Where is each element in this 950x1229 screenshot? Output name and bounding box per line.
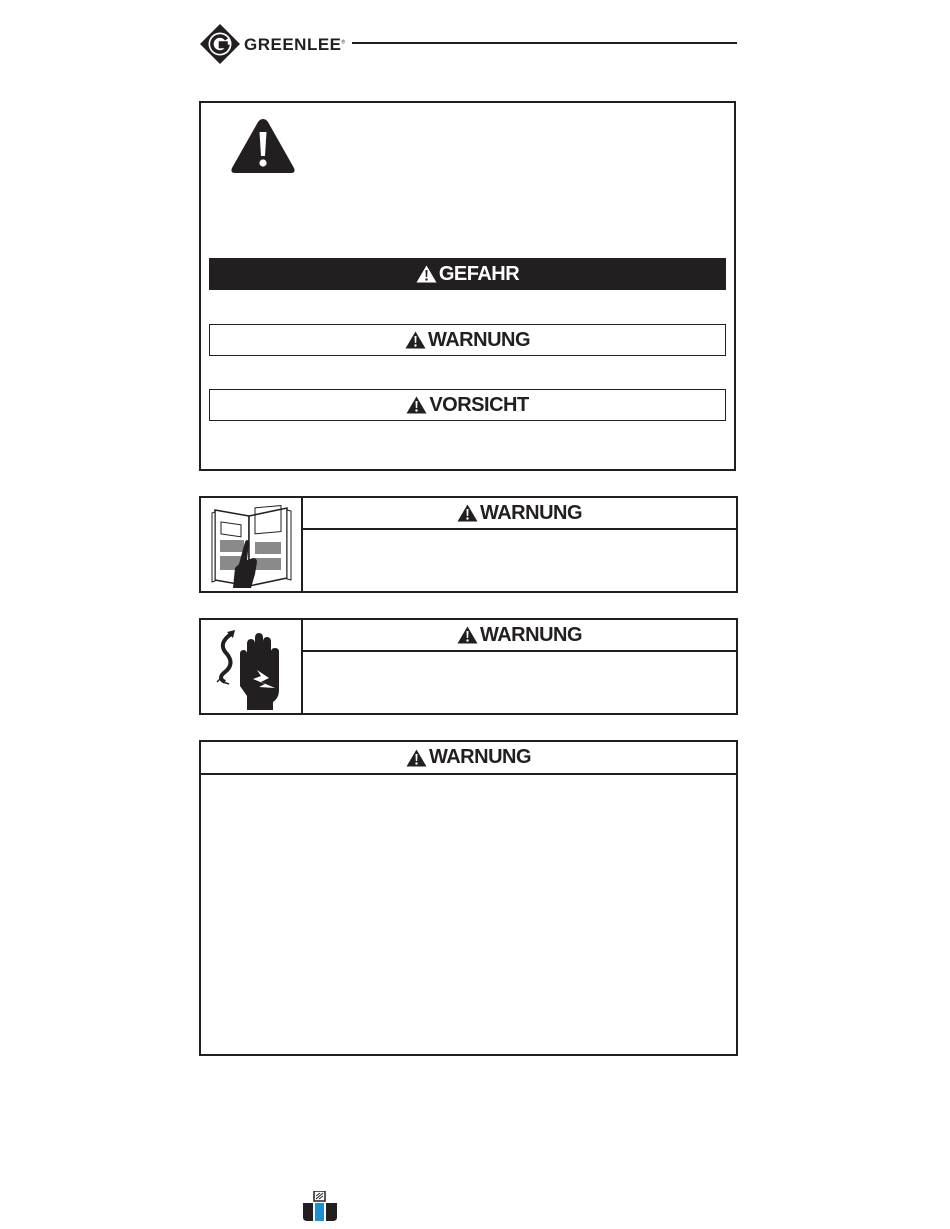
danger-signal-bar <box>209 258 726 290</box>
header-rule <box>352 42 737 44</box>
warning-label: WARNUNG <box>479 623 583 646</box>
caution-signal-bar <box>209 389 726 421</box>
shock-warning-header <box>303 620 736 652</box>
electric-shock-hand-icon <box>207 624 295 712</box>
alert-triangle-icon <box>457 626 478 644</box>
signal-word-box <box>199 101 736 471</box>
shock-warning-box <box>199 618 738 715</box>
danger-label: GEFAHR <box>438 262 520 285</box>
manual-warning-header <box>303 498 736 530</box>
manual-warning-box <box>199 496 738 593</box>
warning-label: WARNUNG <box>427 328 531 351</box>
footer-logo-icon <box>303 1191 337 1221</box>
shock-icon-cell <box>201 620 303 713</box>
safety-alert-triangle-icon <box>230 117 296 175</box>
brand-name: GREENLEE® <box>244 35 346 54</box>
warning-label: WARNUNG <box>479 501 583 524</box>
alert-triangle-icon <box>405 331 426 349</box>
read-manual-icon <box>207 502 295 588</box>
caution-label: VORSICHT <box>429 393 529 416</box>
manual-icon-cell <box>201 498 303 591</box>
alert-triangle-icon <box>406 396 427 414</box>
alert-triangle-icon <box>457 504 478 522</box>
registered-mark: ® <box>341 39 346 46</box>
general-warning-header <box>201 742 736 775</box>
warning-signal-bar <box>209 324 726 356</box>
alert-triangle-icon <box>416 265 437 283</box>
warning-label: WARNUNG <box>428 746 532 768</box>
alert-triangle-icon <box>406 749 427 767</box>
general-warning-box <box>199 740 738 1056</box>
greenlee-logo-icon <box>199 23 241 65</box>
